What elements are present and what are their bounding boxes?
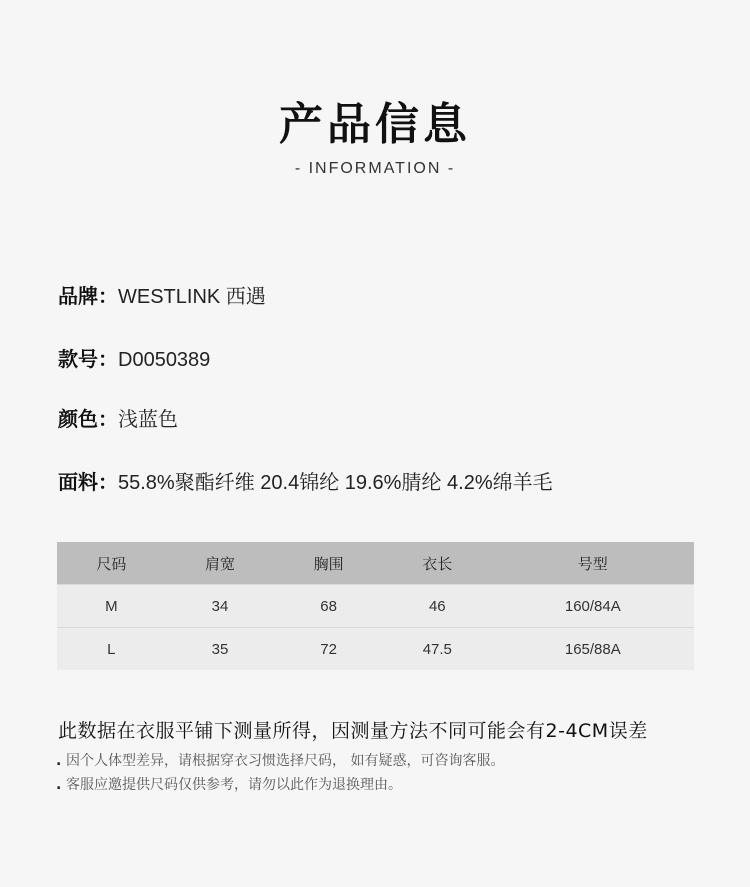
info-row-style-number [58, 343, 210, 372]
table-cell: 160/84A [492, 585, 694, 628]
table-cell: 72 [274, 628, 383, 671]
info-value: 浅蓝色 [118, 409, 178, 431]
measurement-note: 此数据在衣服平铺下测量所得，因测量方法不同可能会有2-4CM误差 [58, 720, 648, 742]
column-header-shoulder: 肩宽 [166, 542, 275, 585]
table-row [57, 628, 694, 671]
table-cell: 46 [383, 585, 492, 628]
column-header-fit: 号型 [492, 542, 694, 585]
bullet-icon: . [56, 777, 62, 793]
column-header-chest: 胸围 [274, 542, 383, 585]
note-item [56, 774, 402, 794]
info-label: 颜色： [58, 407, 118, 431]
table-cell: 35 [166, 628, 275, 671]
table-cell: 68 [274, 585, 383, 628]
column-header-length: 衣长 [383, 542, 492, 585]
note-item [56, 750, 504, 770]
info-label: 品牌： [58, 284, 118, 308]
column-header-size: 尺码 [57, 542, 166, 585]
info-row-color [58, 403, 178, 432]
info-value: D0050389 [118, 349, 211, 371]
page-title: 产品信息 [279, 99, 471, 150]
table-cell: L [57, 628, 166, 671]
table-cell: 34 [166, 585, 275, 628]
info-value: WESTLINK 西遇 [118, 286, 266, 308]
page-subtitle: - INFORMATION - [294, 160, 456, 177]
table-header-row [57, 542, 694, 585]
note-text: 因个人体型差异，请根据穿衣习惯选择尺码， 如有疑惑，可咨询客服。 [66, 753, 505, 769]
table-cell: 47.5 [383, 628, 492, 671]
size-table [57, 542, 694, 670]
info-row-brand [58, 280, 266, 309]
info-label: 款号： [58, 347, 118, 371]
table-cell: M [57, 585, 166, 628]
info-row-fabric [58, 466, 553, 495]
info-value: 55.8%聚酯纤维 20.4锦纶 19.6%腈纶 4.2%绵羊毛 [118, 472, 553, 494]
table-cell: 165/88A [492, 628, 694, 671]
bullet-icon: . [56, 753, 62, 769]
table-row [57, 585, 694, 628]
note-text: 客服应邀提供尺码仅供参考，请勿以此作为退换理由。 [66, 777, 402, 793]
info-label: 面料： [58, 470, 118, 494]
